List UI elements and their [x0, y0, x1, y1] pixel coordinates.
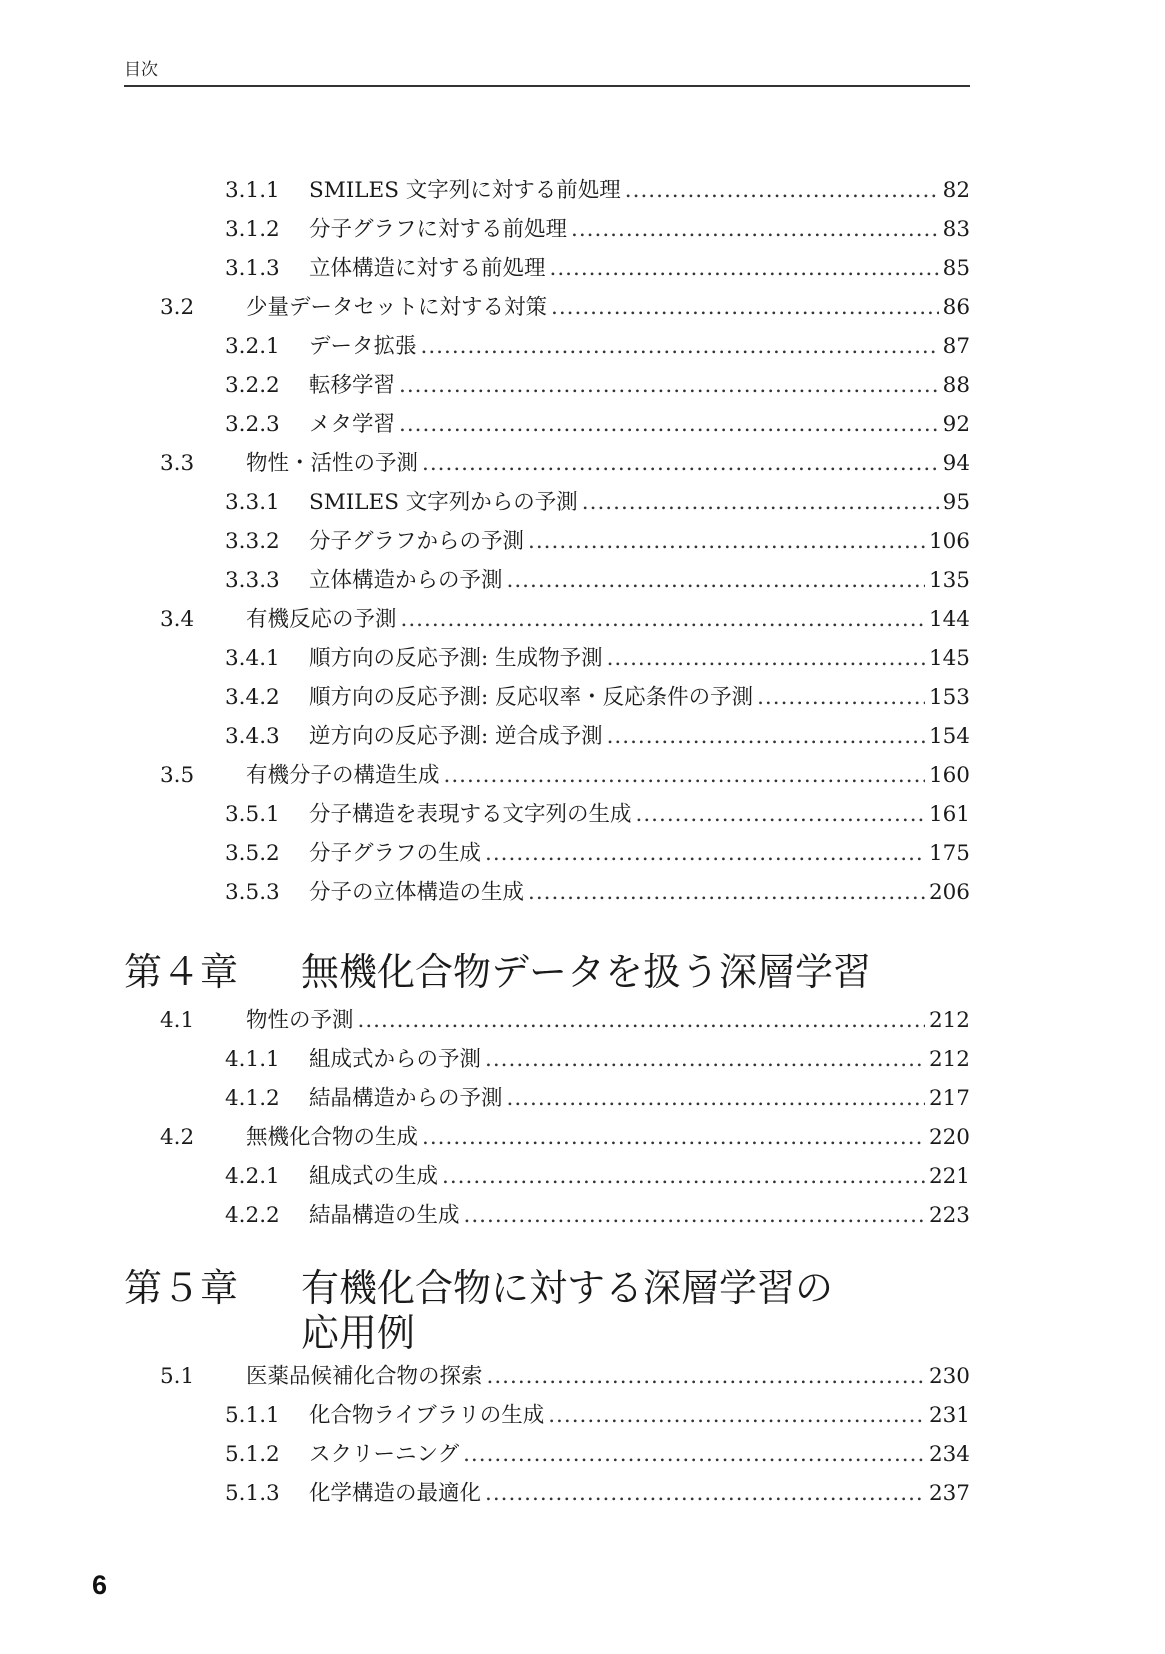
toc-page: 95 [942, 490, 970, 515]
toc-entry[interactable] [160, 297, 970, 319]
toc-number: 4.1 [160, 1008, 195, 1033]
dot-leader [757, 687, 925, 709]
toc-page: 153 [928, 685, 970, 710]
dot-leader [485, 1483, 925, 1505]
toc-number: 3.2.2 [225, 373, 280, 398]
dot-leader [551, 297, 939, 319]
toc-title: 分子グラフからの予測 [309, 529, 525, 554]
toc-number: 4.1.2 [225, 1086, 280, 1111]
toc-page: 144 [928, 607, 970, 632]
toc-entry[interactable] [225, 570, 970, 592]
header-title: 目次 [124, 60, 158, 80]
chapter-number: 第５章 [124, 1266, 239, 1310]
toc-entry[interactable] [160, 1366, 970, 1388]
toc-page: 237 [928, 1481, 970, 1506]
toc-entry[interactable] [160, 1010, 970, 1032]
toc-entry[interactable] [225, 1405, 970, 1427]
dot-leader [528, 882, 925, 904]
toc-title: 化合物ライブラリの生成 [309, 1403, 545, 1428]
dot-leader [358, 1010, 925, 1032]
toc-title: 化学構造の最適化 [309, 1481, 482, 1506]
toc-title: 分子グラフに対する前処理 [309, 217, 568, 242]
toc-number: 3.1.1 [225, 178, 280, 203]
toc-number: 5.1.3 [225, 1481, 280, 1506]
toc-number: 3.5.1 [225, 802, 280, 827]
toc-entry[interactable] [225, 1444, 970, 1466]
toc-number: 5.1 [160, 1364, 195, 1389]
toc-title: 立体構造に対する前処理 [309, 256, 546, 281]
toc-number: 3.2.1 [225, 334, 280, 359]
toc-page: 160 [928, 763, 970, 788]
toc-entry[interactable] [225, 219, 970, 241]
toc-page: 175 [928, 841, 970, 866]
dot-leader [625, 180, 939, 202]
dot-leader [399, 414, 939, 436]
toc-number: 3.4.2 [225, 685, 280, 710]
toc-number: 3.5 [160, 763, 195, 788]
chapter-heading[interactable] [124, 1266, 941, 1356]
toc-number: 3.3 [160, 451, 195, 476]
toc-title: 立体構造からの予測 [309, 568, 503, 593]
dot-leader [464, 1205, 925, 1227]
dot-leader [421, 336, 939, 358]
dot-leader [487, 1366, 925, 1388]
toc-title: 組成式の生成 [309, 1164, 439, 1189]
toc-entry[interactable] [225, 1205, 970, 1227]
toc-title: データ拡張 [309, 334, 417, 359]
toc-title: 物性の予測 [246, 1008, 354, 1033]
toc-entry[interactable] [160, 765, 970, 787]
toc-title: 組成式からの予測 [309, 1047, 482, 1072]
toc-entry[interactable] [225, 648, 970, 670]
running-header [124, 55, 970, 87]
toc-title: スクリーニング [309, 1442, 460, 1467]
toc-number: 3.3.1 [225, 490, 280, 515]
toc-entry[interactable] [225, 531, 970, 553]
toc-title: 有機分子の構造生成 [246, 763, 440, 788]
dot-leader [607, 648, 925, 670]
toc-title: 結晶構造からの予測 [309, 1086, 503, 1111]
toc-entry[interactable] [160, 1127, 970, 1149]
dot-leader [507, 1088, 925, 1110]
toc-number: 4.2.1 [225, 1164, 280, 1189]
page-number: 6 [92, 1570, 108, 1600]
toc-page: 94 [942, 451, 970, 476]
chapter-number: 第４章 [124, 950, 239, 994]
toc-number: 3.1.3 [225, 256, 280, 281]
toc-entry[interactable] [225, 882, 970, 904]
toc-entry[interactable] [225, 804, 970, 826]
toc-page: 88 [942, 373, 970, 398]
toc-page: 221 [928, 1164, 970, 1189]
toc-entry[interactable] [225, 1088, 970, 1110]
toc-entry[interactable] [225, 1166, 970, 1188]
toc-number: 3.5.2 [225, 841, 280, 866]
toc-entry[interactable] [160, 609, 970, 631]
toc-title: SMILES 文字列からの予測 [309, 490, 578, 515]
toc-number: 3.4 [160, 607, 195, 632]
dot-leader [571, 219, 939, 241]
toc-page: 234 [928, 1442, 970, 1467]
toc-number: 3.3.2 [225, 529, 280, 554]
dot-leader [607, 726, 925, 748]
toc-page: 106 [928, 529, 970, 554]
toc-page: 223 [928, 1203, 970, 1228]
dot-leader [401, 609, 925, 631]
toc-number: 3.4.3 [225, 724, 280, 749]
toc-title: 少量データセットに対する対策 [246, 295, 548, 320]
toc-page: 212 [928, 1047, 970, 1072]
toc-page: 212 [928, 1008, 970, 1033]
dot-leader [548, 1405, 925, 1427]
dot-leader [399, 375, 939, 397]
toc-page: 83 [942, 217, 970, 242]
dot-leader [485, 843, 925, 865]
toc-title: 無機化合物の生成 [246, 1125, 419, 1150]
dot-leader [444, 765, 925, 787]
chapter-title: 無機化合物データを扱う深層学習 [301, 950, 872, 994]
toc-page: 206 [928, 880, 970, 905]
toc-title: 逆方向の反応予測: 逆合成予測 [309, 724, 603, 749]
toc-entry[interactable] [225, 1049, 970, 1071]
toc-page: 82 [942, 178, 970, 203]
toc-title: 有機反応の予測 [246, 607, 397, 632]
toc-title: 順方向の反応予測: 反応収率・反応条件の予測 [309, 685, 754, 710]
toc-entry[interactable] [225, 258, 970, 280]
toc-entry[interactable] [225, 414, 970, 436]
dot-leader [485, 1049, 925, 1071]
toc-entry[interactable] [225, 1483, 970, 1505]
toc-title: 分子グラフの生成 [309, 841, 482, 866]
toc-title: 分子の立体構造の生成 [309, 880, 525, 905]
toc-number: 5.1.2 [225, 1442, 280, 1467]
toc-title: 医薬品候補化合物の探索 [246, 1364, 483, 1389]
toc-entry[interactable] [225, 180, 970, 202]
toc-page: 87 [942, 334, 970, 359]
toc-title: 結晶構造の生成 [309, 1203, 460, 1228]
toc-number: 3.2 [160, 295, 195, 320]
dot-leader [507, 570, 925, 592]
dot-leader [582, 492, 939, 514]
toc-number: 4.2 [160, 1125, 195, 1150]
toc-number: 4.2.2 [225, 1203, 280, 1228]
toc-number: 5.1.1 [225, 1403, 280, 1428]
toc-number: 4.1.1 [225, 1047, 280, 1072]
toc-entry[interactable] [160, 453, 970, 475]
toc-page: 154 [928, 724, 970, 749]
toc-entry[interactable] [225, 375, 970, 397]
chapter-title: 有機化合物に対する深層学習の 応用例 [301, 1266, 834, 1355]
toc-number: 3.2.3 [225, 412, 280, 437]
toc-number: 3.3.3 [225, 568, 280, 593]
toc-title: 順方向の反応予測: 生成物予測 [309, 646, 603, 671]
dot-leader [528, 531, 925, 553]
toc-entry[interactable] [225, 336, 970, 358]
toc-page: 161 [928, 802, 970, 827]
toc-page: 135 [928, 568, 970, 593]
toc-entry[interactable] [225, 492, 970, 514]
toc-entry[interactable] [225, 843, 970, 865]
toc-page: 217 [928, 1086, 970, 1111]
toc-page: 85 [942, 256, 970, 281]
toc-page: 145 [928, 646, 970, 671]
dot-leader [422, 453, 939, 475]
toc-entry[interactable] [225, 726, 970, 748]
toc-title: メタ学習 [309, 412, 396, 437]
toc-page: 86 [942, 295, 970, 320]
dot-leader [442, 1166, 925, 1188]
toc-number: 3.5.3 [225, 880, 280, 905]
toc-title: 物性・活性の予測 [246, 451, 419, 476]
toc-title: SMILES 文字列に対する前処理 [309, 178, 621, 203]
dot-leader [422, 1127, 925, 1149]
dot-leader [463, 1444, 925, 1466]
toc-title: 転移学習 [309, 373, 396, 398]
toc-number: 3.4.1 [225, 646, 280, 671]
toc-title: 分子構造を表現する文字列の生成 [309, 802, 632, 827]
toc-page: 220 [928, 1125, 970, 1150]
dot-leader [636, 804, 925, 826]
chapter-heading[interactable] [124, 950, 941, 995]
dot-leader [550, 258, 939, 280]
toc-entry[interactable] [225, 687, 970, 709]
toc-number: 3.1.2 [225, 217, 280, 242]
toc-page: 231 [928, 1403, 970, 1428]
toc-page: 92 [942, 412, 970, 437]
toc-page: 230 [928, 1364, 970, 1389]
